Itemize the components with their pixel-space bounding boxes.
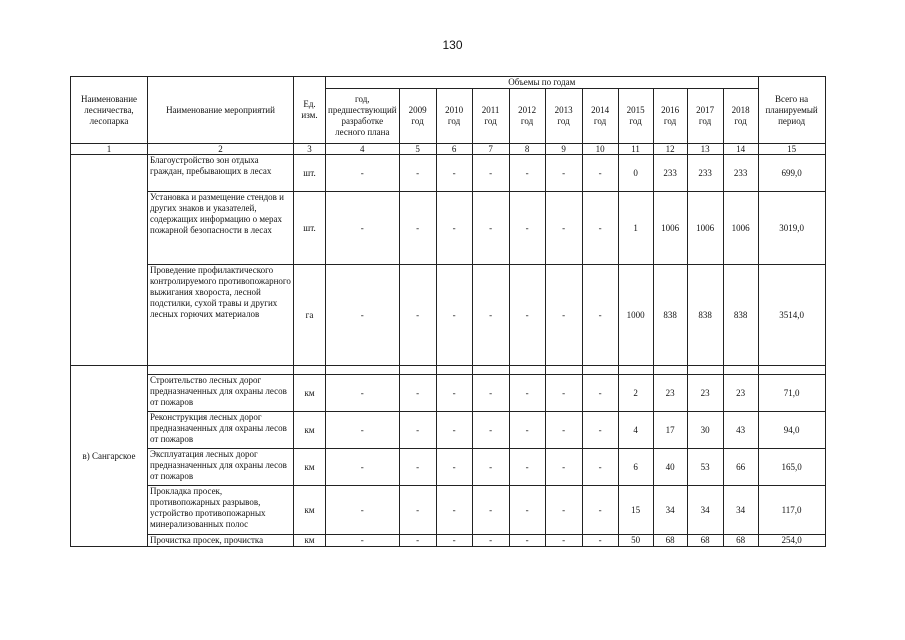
activity-name: Строительство лесных дорог предназначенных для охраны лесов от пожаров — [148, 375, 294, 412]
year-value-cell: 233 — [653, 155, 687, 192]
year-value-cell: - — [399, 155, 436, 192]
total-cell: 254,0 — [758, 535, 825, 547]
year-value-cell: 43 — [723, 412, 758, 449]
volumes-table — [70, 76, 826, 547]
unit-cell: шт. — [294, 155, 326, 192]
year-value-cell: - — [399, 486, 436, 535]
empty-cell — [758, 366, 825, 375]
table-row — [71, 486, 826, 535]
unit-cell: км — [294, 486, 326, 535]
year-value-cell: - — [472, 265, 509, 366]
empty-cell — [723, 366, 758, 375]
year-value-cell: - — [509, 375, 545, 412]
column-numbers-row — [71, 144, 826, 155]
activity-name: Прокладка просек, противопожарных разрывов, устройство противопожарных минерализованных полос — [148, 486, 294, 535]
year-value-cell: 68 — [687, 535, 723, 547]
column-number: 5 — [399, 144, 436, 155]
forestry-empty-cell — [71, 155, 148, 366]
empty-cell — [509, 366, 545, 375]
empty-cell — [582, 366, 618, 375]
year-value-cell: - — [509, 486, 545, 535]
year-value-cell: 34 — [723, 486, 758, 535]
column-number: 13 — [687, 144, 723, 155]
year-value-cell: - — [399, 412, 436, 449]
column-number: 4 — [326, 144, 400, 155]
year-value-cell: 1000 — [618, 265, 653, 366]
column-number: 10 — [582, 144, 618, 155]
activity-name: Установка и размещение стендов и других знаков и указателей, содержащих информацию о мерах пожарной безопасности в лесах — [148, 192, 294, 265]
total-cell: 71,0 — [758, 375, 825, 412]
column-number: 2 — [148, 144, 294, 155]
prev-year-cell: - — [326, 375, 400, 412]
table-row — [71, 449, 826, 486]
year-value-cell: - — [436, 155, 472, 192]
year-value-cell: - — [545, 449, 582, 486]
year-value-cell: - — [582, 486, 618, 535]
year-value-cell: 1006 — [723, 192, 758, 265]
column-number: 1 — [71, 144, 148, 155]
year-value-cell: 1006 — [653, 192, 687, 265]
year-value-cell: 17 — [653, 412, 687, 449]
year-value-cell: - — [509, 155, 545, 192]
year-value-cell: 23 — [653, 375, 687, 412]
header-year: 2017 год — [687, 89, 723, 144]
year-value-cell: 838 — [723, 265, 758, 366]
year-value-cell: - — [545, 265, 582, 366]
year-value-cell: - — [472, 412, 509, 449]
year-value-cell: - — [582, 375, 618, 412]
empty-cell — [148, 366, 294, 375]
column-number: 7 — [472, 144, 509, 155]
year-value-cell: - — [582, 155, 618, 192]
year-value-cell: - — [582, 265, 618, 366]
prev-year-cell: - — [326, 535, 400, 547]
header-year: 2011 год — [472, 89, 509, 144]
year-value-cell: 838 — [687, 265, 723, 366]
empty-cell — [326, 366, 400, 375]
year-value-cell: - — [582, 412, 618, 449]
year-value-cell: 15 — [618, 486, 653, 535]
header-year: 2014 год — [582, 89, 618, 144]
year-value-cell: - — [582, 449, 618, 486]
column-number: 14 — [723, 144, 758, 155]
unit-cell: км — [294, 449, 326, 486]
year-value-cell: - — [436, 375, 472, 412]
empty-cell — [687, 366, 723, 375]
table-row — [71, 265, 826, 366]
year-value-cell: 34 — [653, 486, 687, 535]
year-value-cell: - — [472, 449, 509, 486]
year-value-cell: - — [509, 535, 545, 547]
table-row — [71, 155, 826, 192]
total-cell: 3019,0 — [758, 192, 825, 265]
year-value-cell: 1006 — [687, 192, 723, 265]
empty-cell — [294, 366, 326, 375]
year-value-cell: - — [545, 486, 582, 535]
year-value-cell: - — [436, 535, 472, 547]
year-value-cell: 6 — [618, 449, 653, 486]
activity-name: Благоустройство зон отдыха граждан, пребывающих в лесах — [148, 155, 294, 192]
year-value-cell: - — [545, 412, 582, 449]
year-value-cell: - — [399, 375, 436, 412]
year-value-cell: - — [436, 192, 472, 265]
year-value-cell: - — [399, 449, 436, 486]
activity-name: Эксплуатация лесных дорог предназначенных для охраны лесов от пожаров — [148, 449, 294, 486]
year-value-cell: 0 — [618, 155, 653, 192]
year-value-cell: - — [436, 412, 472, 449]
year-value-cell: 30 — [687, 412, 723, 449]
column-number: 8 — [509, 144, 545, 155]
empty-cell — [653, 366, 687, 375]
year-value-cell: 40 — [653, 449, 687, 486]
year-value-cell: - — [509, 449, 545, 486]
year-value-cell: 66 — [723, 449, 758, 486]
unit-cell: км — [294, 375, 326, 412]
table-row — [71, 192, 826, 265]
year-value-cell: - — [545, 192, 582, 265]
table-row — [71, 412, 826, 449]
year-value-cell: 50 — [618, 535, 653, 547]
year-value-cell: - — [509, 192, 545, 265]
unit-cell: км — [294, 412, 326, 449]
empty-cell — [436, 366, 472, 375]
year-value-cell: - — [545, 375, 582, 412]
year-value-cell: - — [472, 192, 509, 265]
empty-cell — [472, 366, 509, 375]
page-number: 130 — [442, 38, 463, 52]
column-number: 9 — [545, 144, 582, 155]
empty-cell — [399, 366, 436, 375]
header-year: 2012 год — [509, 89, 545, 144]
year-value-cell: - — [436, 486, 472, 535]
year-value-cell: 34 — [687, 486, 723, 535]
unit-cell: га — [294, 265, 326, 366]
year-value-cell: - — [472, 535, 509, 547]
table-row — [71, 535, 826, 547]
total-cell: 117,0 — [758, 486, 825, 535]
prev-year-cell: - — [326, 486, 400, 535]
header-volumes: Объемы по годам — [326, 77, 759, 89]
year-value-cell: - — [399, 535, 436, 547]
header-total: Всего на планируемый период — [758, 77, 825, 144]
header-unit: Ед. изм. — [294, 77, 326, 144]
activity-name: Проведение профилактического контролируемого противопожарного выжигания хвороста, лесной подстилки, сухой травы и других лесных горючих материалов — [148, 265, 294, 366]
header-prev-year: год, предшествующий разработке лесного плана — [326, 89, 400, 144]
column-number: 11 — [618, 144, 653, 155]
year-value-cell: - — [582, 535, 618, 547]
year-value-cell: 68 — [653, 535, 687, 547]
header-year: 2013 год — [545, 89, 582, 144]
year-value-cell: - — [399, 265, 436, 366]
unit-cell: шт. — [294, 192, 326, 265]
year-value-cell: - — [545, 535, 582, 547]
year-value-cell: - — [472, 486, 509, 535]
year-value-cell: 53 — [687, 449, 723, 486]
activity-name: Прочистка просек, прочистка — [148, 535, 294, 547]
column-number: 6 — [436, 144, 472, 155]
header-year: 2018 год — [723, 89, 758, 144]
header-year: 2015 год — [618, 89, 653, 144]
table-row — [71, 375, 826, 412]
prev-year-cell: - — [326, 265, 400, 366]
year-value-cell: - — [509, 412, 545, 449]
year-value-cell: 233 — [723, 155, 758, 192]
year-value-cell: - — [509, 265, 545, 366]
prev-year-cell: - — [326, 449, 400, 486]
year-value-cell: - — [399, 192, 436, 265]
header-year: 2009 год — [399, 89, 436, 144]
prev-year-cell: - — [326, 155, 400, 192]
header-forestry: Наименование лесничества, лесопарка — [71, 77, 148, 144]
year-value-cell: - — [472, 155, 509, 192]
year-value-cell: 2 — [618, 375, 653, 412]
forestry-name: в) Сангарское — [71, 366, 148, 547]
column-number: 12 — [653, 144, 687, 155]
year-value-cell: 68 — [723, 535, 758, 547]
year-value-cell: 838 — [653, 265, 687, 366]
year-value-cell: 1 — [618, 192, 653, 265]
year-value-cell: - — [436, 265, 472, 366]
year-value-cell: - — [436, 449, 472, 486]
header-year: 2016 год — [653, 89, 687, 144]
total-cell: 94,0 — [758, 412, 825, 449]
separator-row — [71, 366, 826, 375]
column-number: 15 — [758, 144, 825, 155]
empty-cell — [545, 366, 582, 375]
empty-cell — [618, 366, 653, 375]
total-cell: 3514,0 — [758, 265, 825, 366]
year-value-cell: - — [472, 375, 509, 412]
year-value-cell: - — [582, 192, 618, 265]
year-value-cell: 23 — [723, 375, 758, 412]
prev-year-cell: - — [326, 412, 400, 449]
year-value-cell: 233 — [687, 155, 723, 192]
total-cell: 699,0 — [758, 155, 825, 192]
year-value-cell: 23 — [687, 375, 723, 412]
activity-name: Реконструкция лесных дорог предназначенных для охраны лесов от пожаров — [148, 412, 294, 449]
year-value-cell: 4 — [618, 412, 653, 449]
total-cell: 165,0 — [758, 449, 825, 486]
prev-year-cell: - — [326, 192, 400, 265]
unit-cell: км — [294, 535, 326, 547]
year-value-cell: - — [545, 155, 582, 192]
header-year: 2010 год — [436, 89, 472, 144]
header-activity: Наименование мероприятий — [148, 77, 294, 144]
column-number: 3 — [294, 144, 326, 155]
